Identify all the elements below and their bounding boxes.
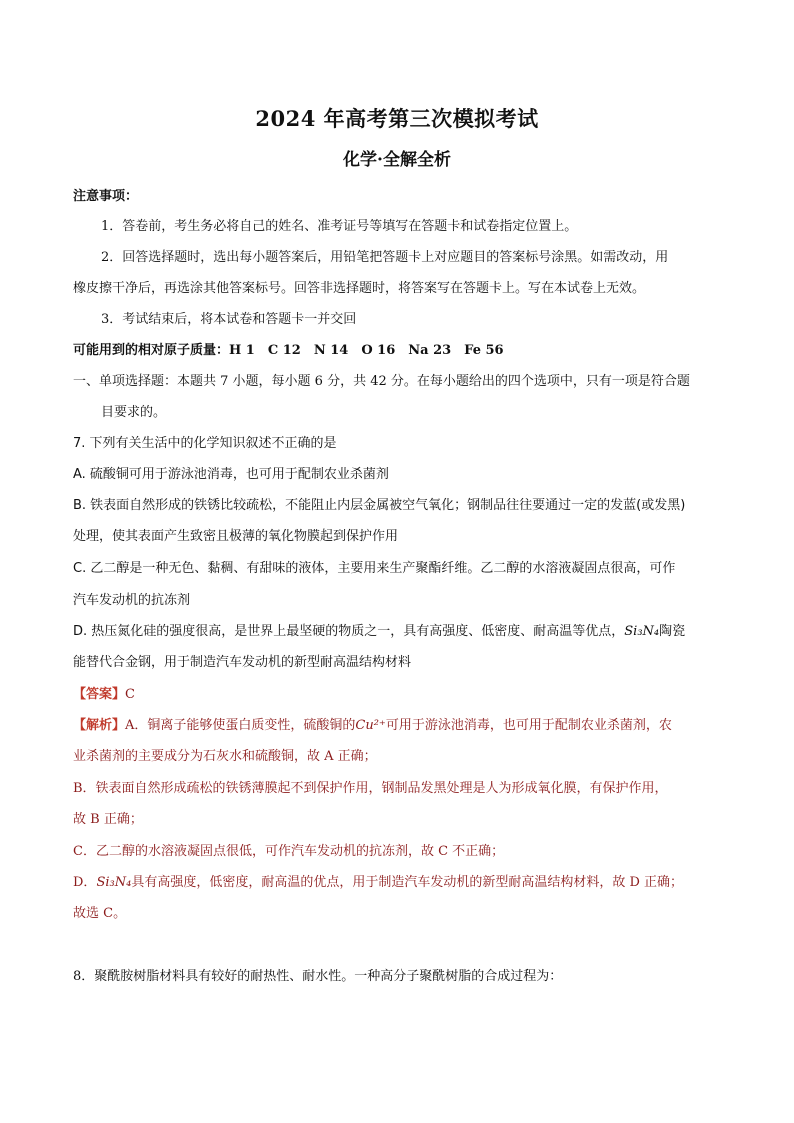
analysis-a-suffix: 可用于游泳池消毒，也可用于配制农业杀菌剂，农 <box>385 718 672 733</box>
q7-option-d <box>73 622 723 642</box>
page-subtitle: 化学·全解全析 <box>343 150 451 170</box>
q7-analysis-b: B．铁表面自然形成疏松的铁锈薄膜起不到保护作用，钢制品发黑处理是人为形成氧化膜，有保护作用， <box>73 781 668 796</box>
section-heading: 一、单项选择题：本题共 7 小题，每小题 6 分，共 42 分。在每小题给出的四个选项中，只有一项是符合题 <box>73 374 690 389</box>
q7-analysis-c: C．乙二醇的水溶液凝固点很低，可作汽车发动机的抗冻剂，故 C 不正确； <box>73 844 505 859</box>
analysis-a-text: A．铜离子能够使蛋白质变性，硫酸铜的 <box>125 718 356 733</box>
page-title: 2024 年高考第三次模拟考试 <box>255 106 539 131</box>
q7-option-c: C. 乙二醇是一种无色、黏稠、有甜味的液体，主要用来生产聚酯纤维。乙二醇的水溶液凝固点很高，可作 <box>73 561 676 576</box>
analysis-d-prefix: D． <box>73 875 97 890</box>
notice-item-1: 1．答卷前，考生务必将自己的姓名、准考证号等填写在答题卡和试卷指定位置上。 <box>101 219 578 234</box>
q7-analysis-a <box>73 716 723 736</box>
q7-analysis-a-cont: 业杀菌剂的主要成分为石灰水和硫酸铜，故 A 正确； <box>73 749 377 764</box>
notice-item-2: 2．回答选择题时，选出每小题答案后，用铅笔把答题卡上对应题目的答案标号涂黑。如需改动，用 <box>101 250 669 265</box>
si3n4-formula-2: Si₃N₄ <box>96 875 132 890</box>
si3n4-formula: Si₃N₄ <box>624 624 660 639</box>
q7-stem: 7. 下列有关生活中的化学知识叙述不正确的是 <box>73 436 337 451</box>
q7-option-c-cont: 汽车发动机的抗冻剂 <box>73 593 191 608</box>
q7-option-d-text: D. 热压氮化硅的强度很高，是世界上最坚硬的物质之一，具有高强度、低密度、耐高温等优点， <box>73 624 625 639</box>
q7-analysis-d <box>73 873 723 893</box>
notice-item-2-cont: 橡皮擦干净后，再选涂其他答案标号。回答非选择题时，将答案写在答题卡上。写在本试卷上无效。 <box>73 281 646 296</box>
q7-answer <box>73 685 723 705</box>
q7-option-b: B. 铁表面自然形成的铁锈比较疏松，不能阻止内层金属被空气氧化；钢制品往往要通过一定的发蓝(或发黑) <box>73 498 686 513</box>
q8-stem: 8．聚酰胺树脂材料具有较好的耐热性、耐水性。一种高分子聚酰树脂的合成过程为： <box>73 969 563 984</box>
q7-option-d-suffix: 陶瓷 <box>659 624 686 639</box>
q7-analysis-b-cont: 故 B 正确； <box>73 812 143 827</box>
q7-option-d-cont: 能替代合金钢，用于制造汽车发动机的新型耐高温结构材料 <box>73 655 412 670</box>
q7-option-b-cont: 处理，使其表面产生致密且极薄的氧化物膜起到保护作用 <box>73 529 399 544</box>
answer-label: 【答案】 <box>73 687 126 702</box>
notice-heading: 注意事项： <box>73 189 139 204</box>
atomic-mass-line: 可能用到的相对原子质量：H 1 C 12 N 14 O 16 Na 23 Fe 56 <box>73 343 504 358</box>
cu2-formula: Cu²⁺ <box>355 718 386 733</box>
analysis-label: 【解析】 <box>73 718 126 733</box>
answer-value: C <box>125 687 135 702</box>
analysis-d-text: 具有高强度，低密度，耐高温的优点，用于制造汽车发动机的新型耐高温结构材料，故 D 正确； <box>131 875 684 890</box>
q7-conclusion: 故选 C。 <box>73 906 127 921</box>
notice-item-3: 3．考试结束后，将本试卷和答题卡一并交回 <box>101 312 357 327</box>
section-heading-cont: 目要求的。 <box>101 405 167 420</box>
q7-option-a: A. 硫酸铜可用于游泳池消毒，也可用于配制农业杀菌剂 <box>73 467 389 482</box>
